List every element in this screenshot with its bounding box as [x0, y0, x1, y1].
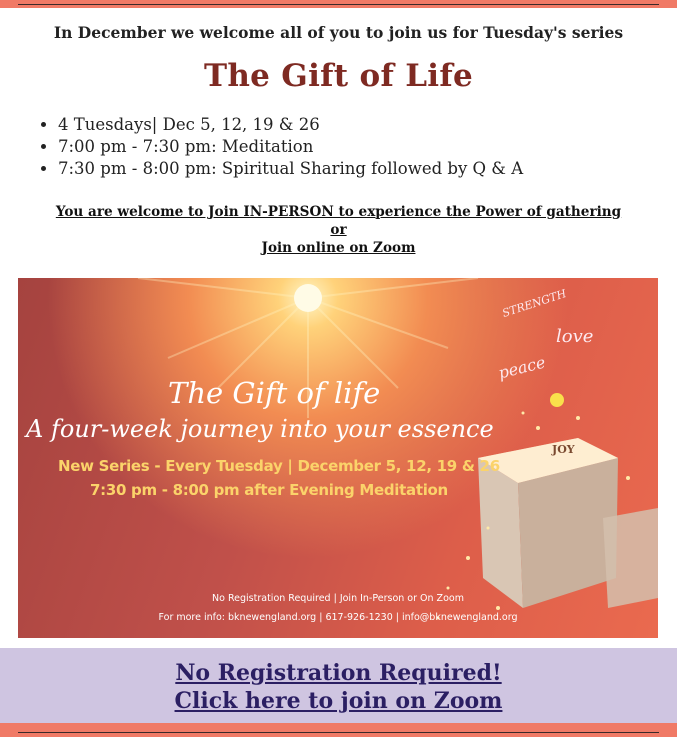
top-accent-bar [0, 0, 677, 8]
join-zoom-link[interactable]: Click here to join on Zoom [174, 688, 503, 714]
intro-text: In December we welcome all of you to join us for Tuesday's series [53, 23, 624, 42]
join-online-text: Join online on Zoom [261, 240, 416, 256]
word-strength: STRENGTH [500, 287, 568, 320]
banner-more-info-line: For more info: bknewengland.org | 617-926-1230 | info@bknewengland.org [158, 612, 518, 623]
join-or-text: or [330, 222, 347, 238]
no-registration-link[interactable]: No Registration Required! [175, 660, 502, 686]
smiley-icon [550, 393, 564, 407]
word-joy: JOY [552, 443, 575, 456]
word-love: love [556, 326, 594, 347]
gift-box [478, 438, 658, 608]
bottom-divider [18, 732, 659, 733]
event-banner-image [18, 278, 658, 638]
banner-time-line: 7:30 pm - 8:00 pm after Evening Meditation [90, 481, 448, 499]
word-peace: peace [496, 352, 548, 383]
bottom-accent-bar [0, 723, 677, 737]
schedule-list [40, 114, 523, 180]
banner-no-registration-line: No Registration Required | Join In-Person or On Zoom [212, 593, 464, 604]
join-in-person-text: You are welcome to Join IN-PERSON to experience the Power of gathering [55, 204, 622, 220]
schedule-item-dates: • 4 Tuesdays| Dec 5, 12, 19 & 26 [58, 114, 523, 136]
join-options [0, 203, 677, 257]
top-divider [18, 4, 659, 5]
banner-series-line: New Series - Every Tuesday | December 5, 12, 19 & 26 [58, 457, 500, 475]
sun-glow [294, 284, 322, 312]
page-title: The Gift of Life [203, 58, 474, 94]
banner-script-title: The Gift of life [168, 376, 381, 410]
schedule-item-meditation: • 7:00 pm - 7:30 pm: Meditation [58, 136, 523, 158]
zoom-cta-box [0, 648, 677, 723]
banner-script-subtitle: A four-week journey into your essence [26, 415, 494, 443]
schedule-item-sharing: • 7:30 pm - 8:00 pm: Spiritual Sharing followed by Q & A [58, 158, 523, 180]
